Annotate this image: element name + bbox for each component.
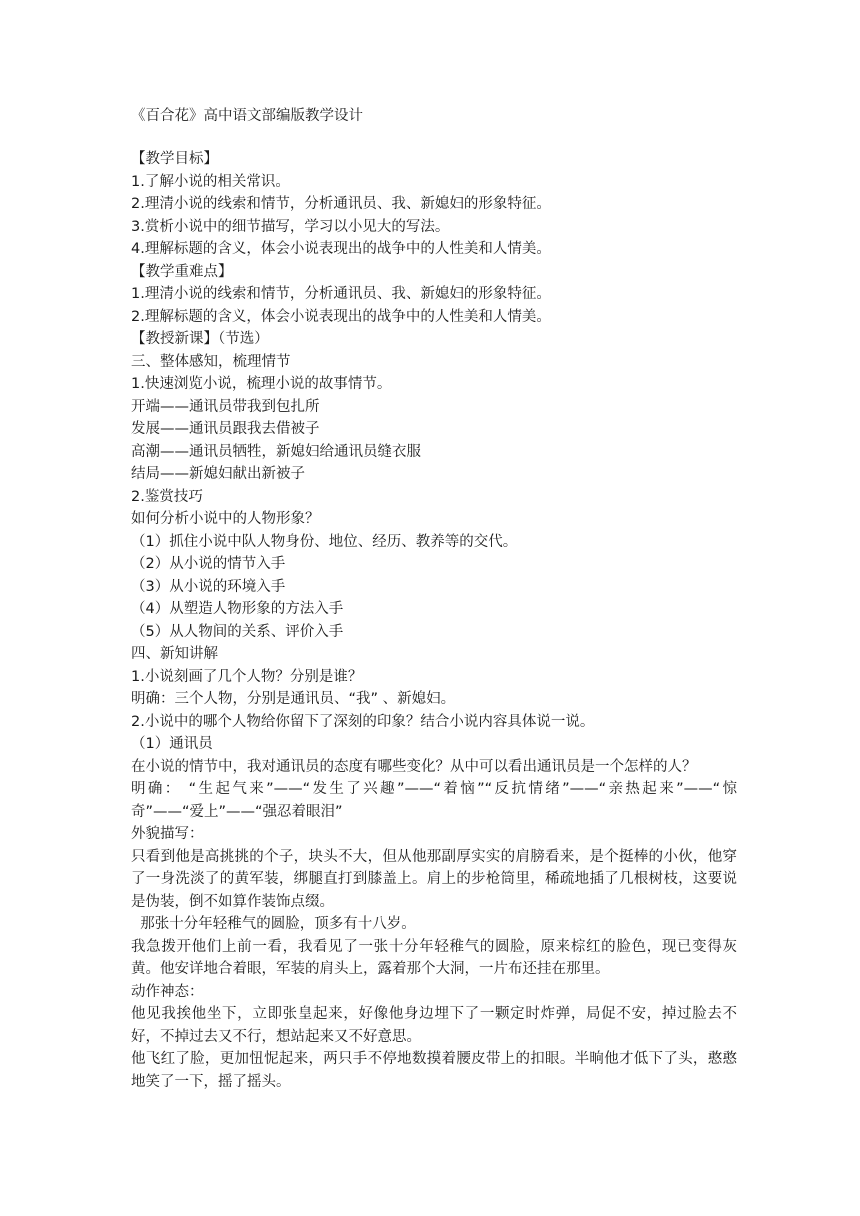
key-point-item: 2.理解标题的含义，体会小说表现出的战争中的人性美和人情美。 — [131, 308, 551, 325]
plot-item: 发展——通讯员跟我去借被子 — [131, 421, 320, 437]
document-title: 《百合花》高中语文部编版教学设计 — [131, 108, 363, 124]
text-line: 动作神态： — [131, 983, 204, 1000]
document-body — [131, 148, 737, 1093]
subsection-heading: 四、新知讲解 — [131, 646, 218, 662]
objective-item: 4.理解标题的含义，体会小说表现出的战争中的人性美和人情美。 — [131, 241, 551, 257]
plot-item: 开端——通讯员带我到包扎所 — [131, 398, 320, 415]
method-item: （3）从小说的环境入手 — [131, 578, 286, 595]
text-line: 外貌描写： — [131, 826, 204, 842]
plot-item: 结局——新媳妇献出新被子 — [131, 466, 305, 482]
method-item: （2）从小说的情节入手 — [131, 556, 286, 572]
method-item: （4）从塑造人物形象的方法入手 — [131, 601, 344, 617]
paragraph: 他飞红了脸，更加忸怩起来，两只手不停地数摸着腰皮带上的扣眼。半晌他才低下了头，憨憨地笑了一下，摇了摇头。 — [131, 1051, 737, 1090]
section-heading-key-points: 【教学重难点】 — [131, 263, 233, 280]
method-item: （5）从人物间的关系、评价入手 — [131, 623, 344, 640]
paragraph: 他见我挨他坐下，立即张皇起来，好像他身边埋下了一颗定时炸弹，局促不安，掉过脸去不好，不掉过去又不行，想站起来又不好意思。 — [131, 1006, 737, 1045]
objective-item: 2.理清小说的线索和情节，分析通讯员、我、新媳妇的形象特征。 — [131, 196, 551, 212]
section-heading-objectives: 【教学目标】 — [131, 151, 218, 167]
objective-item: 3.赏析小说中的细节描写，学习以小见大的写法。 — [131, 218, 450, 235]
text-line: 那张十分年轻稚气的圆脸，顶多有十八岁。 — [131, 916, 416, 932]
text-line: 2.鉴赏技巧 — [131, 488, 203, 505]
text-line: 如何分析小说中的人物形象？ — [131, 511, 320, 527]
method-item: （1）抓住小说中队人物身份、地位、经历、教养等的交代。 — [131, 533, 518, 550]
paragraph: 在小说的情节中，我对通讯员的态度有哪些变化？从中可以看出通讯员是一个怎样的人？ — [131, 758, 697, 775]
subsection-heading: 三、整体感知，梳理情节 — [131, 353, 291, 370]
paragraph: 明确： “生起气来”——“发生了兴趣”——“着恼”“反抗情绪”——“亲热起来”——“惊奇”——“爱上”——“强忍着眼泪” — [131, 781, 737, 820]
text-line: 1.快速浏览小说，梳理小说的故事情节。 — [131, 376, 392, 392]
text-line: 2.小说中的哪个人物给你留下了深刻的印象？结合小说内容具体说一说。 — [131, 713, 595, 730]
paragraph: 我急拨开他们上前一看，我看见了一张十分年轻稚气的圆脸，原来棕红的脸色，现已变得灰黄。他安详地合着眼，军装的肩头上，露着那个大洞，一片布还挂在那里。 — [131, 938, 737, 977]
objective-item: 1.了解小说的相关常识。 — [131, 173, 290, 190]
plot-item: 高潮——通讯员牺牲，新媳妇给通讯员缝衣服 — [131, 443, 421, 460]
text-line: 1.小说刻画了几个人物？分别是谁？ — [131, 668, 363, 685]
paragraph: 只看到他是高挑挑的个子，块头不大，但从他那副厚实实的肩膀看来，是个挺棒的小伙，他穿了一身洗淡了的黄军装，绑腿直打到膝盖上。肩上的步枪筒里，稀疏地插了几根树枝，这要说是伪装，倒不如算作装饰点缀。 — [131, 848, 737, 910]
text-line: （1）通讯员 — [131, 736, 213, 752]
key-point-item: 1.理清小说的线索和情节，分析通讯员、我、新媳妇的形象特征。 — [131, 286, 551, 302]
section-heading-new-lesson: 【教授新课】（节选） — [131, 331, 269, 347]
text-line: 明确：三个人物，分别是通讯员、“我” 、新媳妇。 — [131, 691, 456, 707]
